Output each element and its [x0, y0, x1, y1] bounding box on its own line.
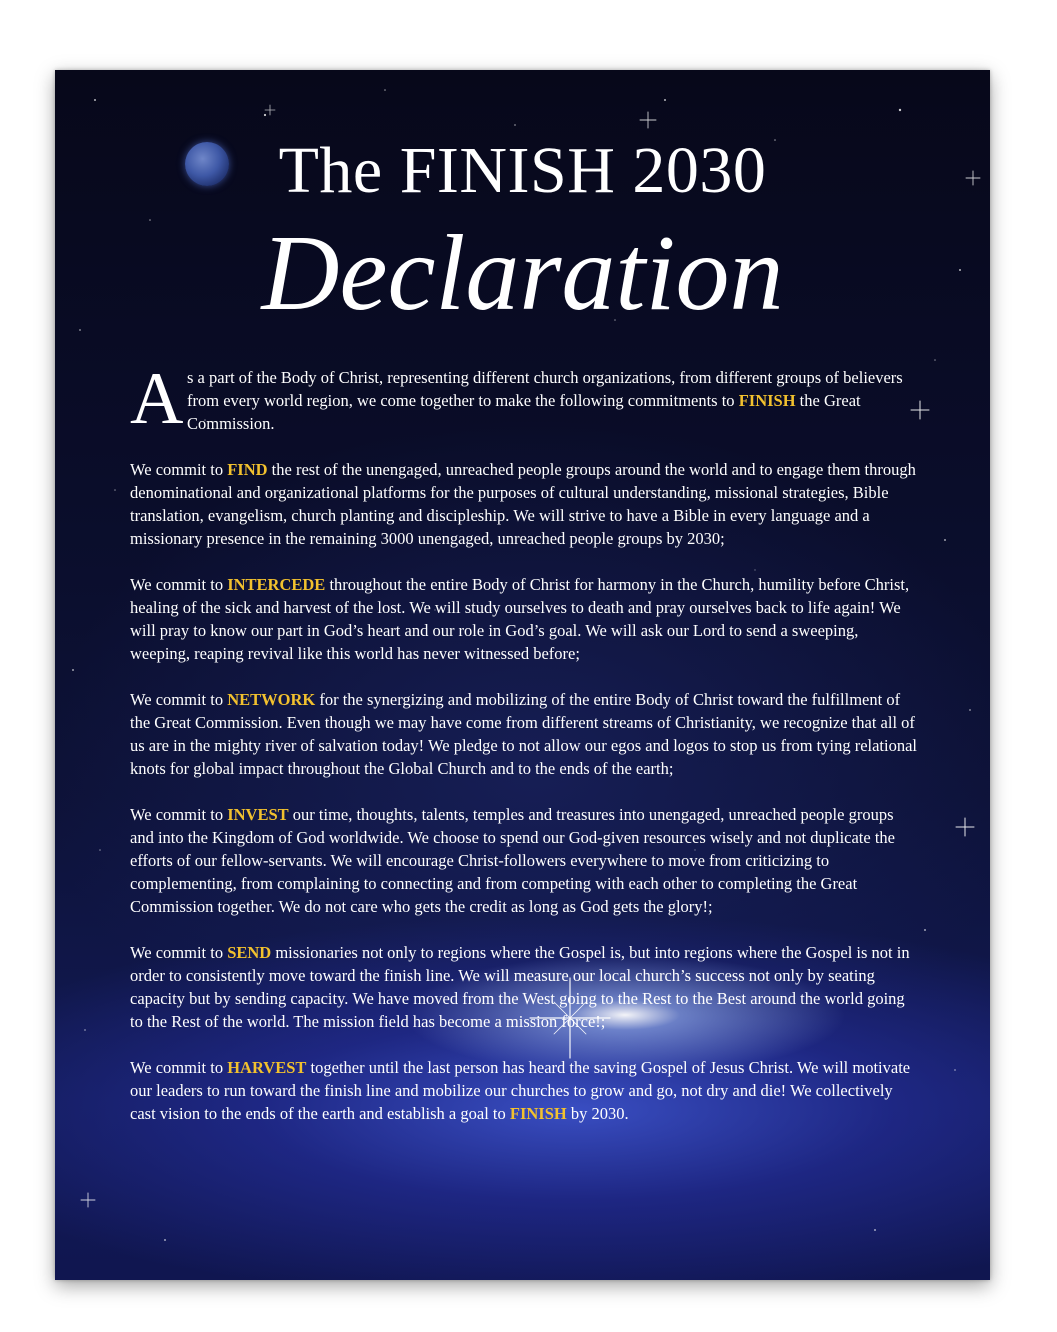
commitment-prefix: We commit to [130, 1058, 228, 1077]
drop-cap: A [130, 358, 184, 440]
commitment-find [130, 458, 920, 550]
commitment-after: by 2030. [566, 1104, 629, 1123]
keyword-find: FIND [227, 460, 268, 479]
commitment-prefix: We commit to [130, 805, 228, 824]
intro-after: the Great Commission. [187, 391, 861, 433]
keyword-invest: INVEST [227, 805, 289, 824]
commitment-text: the rest of the unengaged, unreached people groups around the world and to engage them through denominational and organizational platforms for the purposes of cultural understanding, missional strategies, Bible translation, evangelism, church planting and discipleship. We will strive to have a Bible in every language and a missionary presence in the remaining 3000 unengaged, unreached people groups by 2030; [130, 460, 916, 548]
commitment-invest [130, 803, 920, 918]
title-line-1: The FINISH 2030 [278, 134, 767, 207]
intro-paragraph [130, 358, 920, 440]
intro-text: s a part of the Body of Christ, representing different church organizations, from different groups of believers from every world region, we come together to make the following commitments to [187, 368, 903, 410]
commitment-network [130, 688, 920, 780]
intro-keyword: FINISH [738, 391, 796, 410]
commitment-text: for the synergizing and mobilizing of the entire Body of Christ toward the fulfillment of the Great Commission. Even though we may have come from different streams of Christianity, we recognize that all of us are in the mighty river of salvation today! We pledge to not allow our egos and logos to stop us from tying relational knots for global impact throughout the Global Church and to the ends of the earth; [130, 690, 918, 778]
commitment-prefix: We commit to [130, 690, 228, 709]
commitment-intercede [130, 573, 920, 665]
commitment-prefix: We commit to [130, 943, 228, 962]
declaration-body [130, 358, 920, 1148]
title-line-2: Declaration [261, 214, 784, 333]
commitment-text: missionaries not only to regions where the Gospel is, but into regions where the Gospel is not in order to consistently move toward the finish line. We will measure our local church’s success not only by seating capacity but by sending capacity. We have moved from the West going to the Rest to the Best around the world going to the Rest of the world. The mission field has become a mission force!; [130, 943, 910, 1031]
commitment-text: together until the last person has heard the saving Gospel of Jesus Christ. We will motivate our leaders to run toward the finish line and mobilize our churches to grow and go, not dry and die! We collectively cast vision to the ends of the earth and establish a goal to [130, 1058, 911, 1123]
keyword-finish: FINISH [509, 1104, 567, 1123]
commitment-send [130, 941, 920, 1033]
keyword-send: SEND [227, 943, 272, 962]
keyword-network: NETWORK [227, 690, 316, 709]
commitment-text: our time, thoughts, talents, temples and treasures into unengaged, unreached people groups and into the Kingdom of God worldwide. We choose to spend our God-given resources wisely and not duplicate the efforts of our fellow-servants. We will encourage Christ-followers everywhere to move from criticizing to complementing, from complaining to connecting and from competing with each other to completing the Great Commission together. We do not care who gets the credit as long as God gets the glory!; [130, 805, 895, 916]
keyword-intercede: INTERCEDE [227, 575, 326, 594]
commitment-prefix: We commit to [130, 460, 228, 479]
commitment-prefix: We commit to [130, 575, 228, 594]
declaration-poster [55, 70, 990, 1280]
commitment-harvest [130, 1056, 920, 1125]
keyword-harvest: HARVEST [227, 1058, 307, 1077]
commitment-text: throughout the entire Body of Christ for harmony in the Church, humility before Christ, healing of the sick and harvest of the lost. We will study ourselves to death and pray ourselves back to life again! We will pray to know our part in God’s heart and our role in God’s goal. We will ask our Lord to send a sweeping, weeping, reaping revival like this world has never witnessed before; [130, 575, 910, 663]
